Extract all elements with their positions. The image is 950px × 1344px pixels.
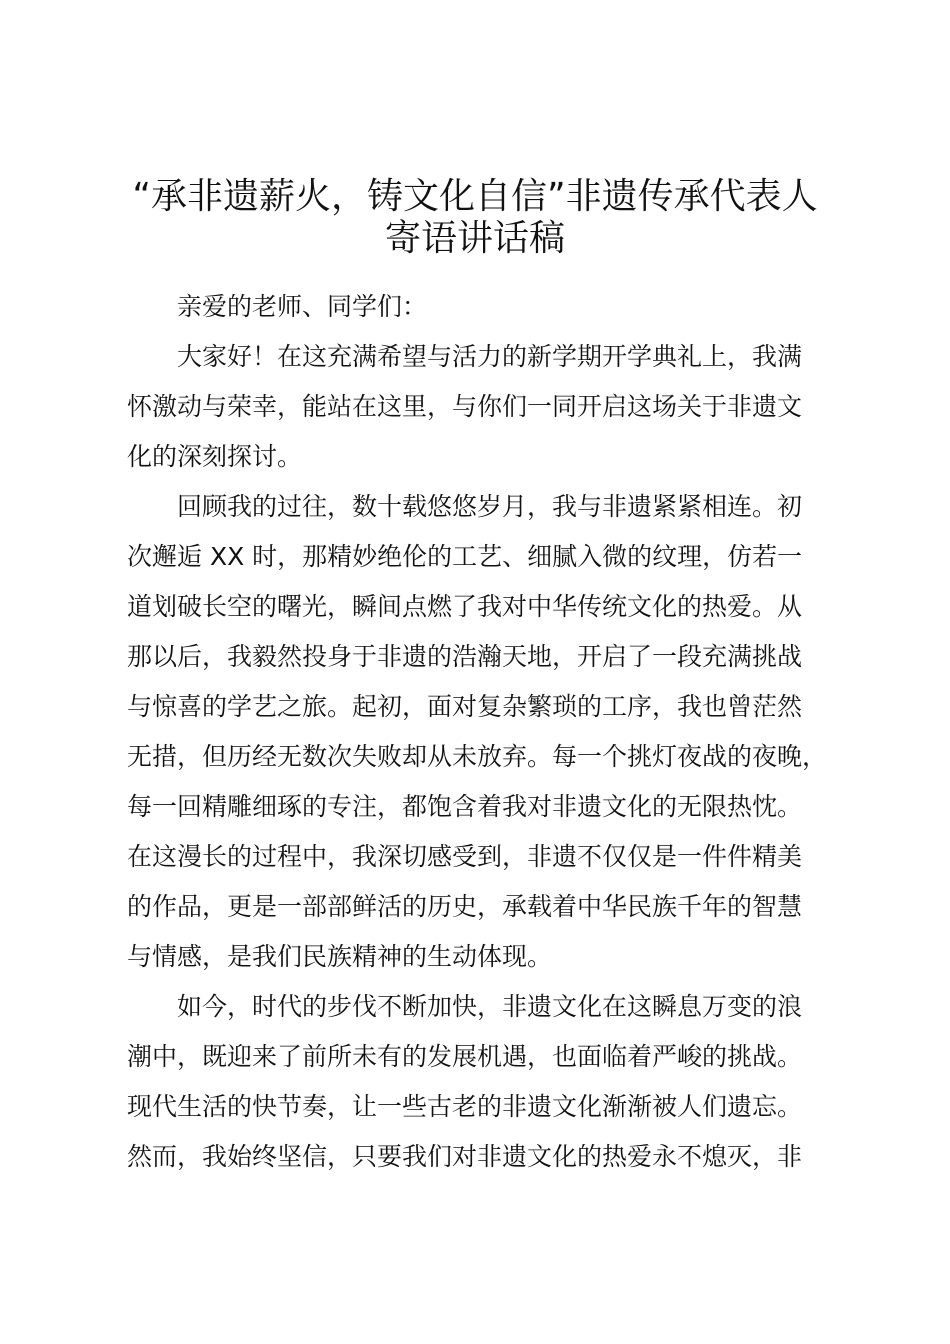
present-paragraph bbox=[127, 982, 847, 1182]
text-line: 的作品，更是一部部鲜活的历史，承载着中华民族千年的智慧 bbox=[127, 892, 803, 921]
title-line: 寄语讲话稿 bbox=[384, 218, 565, 259]
text-line: 无措，但历经无数次失败却从未放弃。每一个挑灯夜战的夜晚， bbox=[127, 742, 828, 771]
document-body bbox=[127, 282, 847, 1182]
salutation-paragraph bbox=[127, 282, 847, 332]
text-line: 化的深刻探讨。 bbox=[127, 442, 303, 471]
title-line: “承非遗薪火，铸文化自信”非遗传承代表人 bbox=[132, 176, 818, 217]
text-line: 如今，时代的步伐不断加快，非遗文化在这瞬息万变的浪 bbox=[177, 992, 803, 1021]
text-line: 在这漫长的过程中，我深切感受到，非遗不仅仅是一件件精美 bbox=[127, 842, 803, 871]
text-line: 怀激动与荣幸，能站在这里，与你们一同开启这场关于非遗文 bbox=[127, 392, 803, 421]
page-title bbox=[110, 176, 840, 260]
text-line: 然而，我始终坚信，只要我们对非遗文化的热爱永不熄灭，非 bbox=[127, 1142, 803, 1171]
text-line: 大家好！在这充满希望与活力的新学期开学典礼上，我满 bbox=[177, 342, 803, 371]
text-line: 亲爱的老师、同学们： bbox=[177, 292, 428, 321]
review-paragraph bbox=[127, 482, 847, 982]
text-line: 道划破长空的曙光，瞬间点燃了我对中华传统文化的热爱。从 bbox=[127, 592, 803, 621]
text-line: 那以后，我毅然投身于非遗的浩瀚天地，开启了一段充满挑战 bbox=[127, 642, 803, 671]
text-line: 与情感，是我们民族精神的生动体现。 bbox=[127, 942, 553, 971]
text-line: 潮中，既迎来了前所未有的发展机遇，也面临着严峻的挑战。 bbox=[127, 1042, 803, 1071]
text-line: 现代生活的快节奏，让一些古老的非遗文化渐渐被人们遗忘。 bbox=[127, 1092, 803, 1121]
greeting-paragraph bbox=[127, 332, 847, 482]
text-line: 次邂逅 XX 时，那精妙绝伦的工艺、细腻入微的纹理，仿若一 bbox=[127, 542, 803, 571]
text-line: 回顾我的过往，数十载悠悠岁月，我与非遗紧紧相连。初 bbox=[177, 492, 803, 521]
text-line: 每一回精雕细琢的专注，都饱含着我对非遗文化的无限热忱。 bbox=[127, 792, 803, 821]
text-line: 与惊喜的学艺之旅。起初，面对复杂繁琐的工序，我也曾茫然 bbox=[127, 692, 803, 721]
